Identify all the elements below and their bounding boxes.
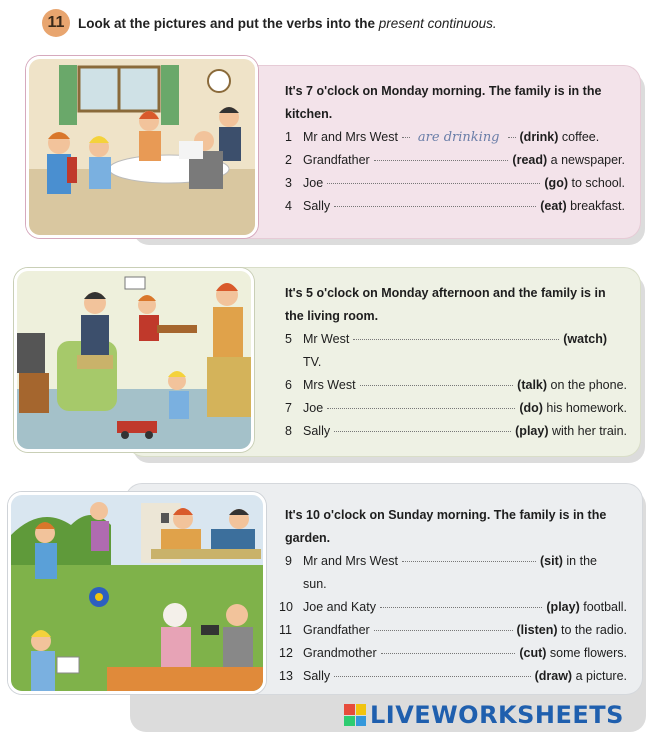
- answer-dots-right: [508, 137, 516, 138]
- item-5-continuation: TV.: [303, 355, 322, 369]
- item-subject: Sally: [303, 424, 331, 438]
- item-rest: coffee.: [561, 130, 600, 144]
- item-rest: his homework.: [546, 401, 627, 415]
- answer-field[interactable]: are drinking: [417, 130, 500, 145]
- item-number: 2: [285, 153, 292, 167]
- garden-picture: [8, 492, 266, 694]
- item-rest: breakfast.: [570, 199, 625, 213]
- item-verb: (play): [515, 424, 549, 438]
- answer-field[interactable]: [402, 561, 536, 562]
- item-verb: (listen): [516, 623, 558, 637]
- item-6: [285, 374, 627, 397]
- item-9: [285, 550, 627, 573]
- section-3-text: [279, 504, 627, 688]
- item-subject: Mr West: [303, 332, 350, 346]
- answer-field[interactable]: [334, 206, 536, 207]
- item-number: 1: [285, 130, 292, 144]
- item-subject: Grandfather: [303, 623, 370, 637]
- item-subject: Mr and Mrs West: [303, 554, 398, 568]
- section-1-scene: It's 7 o'clock on Monday morning. The family is in the kitchen.: [285, 84, 602, 121]
- answer-field[interactable]: [374, 160, 509, 161]
- exercise-number-badge: 11: [42, 9, 70, 37]
- liveworksheets-logo-text: LIVEWORKSHEETS: [370, 701, 624, 729]
- answer-field[interactable]: [334, 676, 531, 677]
- item-3: [285, 172, 625, 195]
- item-12: [279, 642, 627, 665]
- item-verb: (go): [544, 176, 568, 190]
- item-rest: a picture.: [575, 669, 627, 683]
- kitchen-picture: [26, 56, 258, 238]
- item-10: [279, 596, 627, 619]
- exercise-header: [42, 9, 497, 37]
- item-number: 5: [285, 332, 292, 346]
- instruction-italic: present continuous.: [378, 15, 497, 31]
- item-1: [285, 126, 625, 149]
- item-verb: (eat): [540, 199, 567, 213]
- answer-field[interactable]: [353, 339, 559, 340]
- item-number: 4: [285, 199, 292, 213]
- item-2: [285, 149, 625, 172]
- item-verb: (draw): [534, 669, 573, 683]
- answer-field[interactable]: [374, 630, 513, 631]
- item-subject: Joe: [303, 401, 324, 415]
- living-room-picture: [14, 268, 254, 452]
- item-verb: (read): [512, 153, 548, 167]
- item-11: [279, 619, 627, 642]
- answer-field[interactable]: [327, 183, 540, 184]
- item-5: [285, 328, 627, 351]
- item-number: 3: [285, 176, 292, 190]
- item-subject: Joe: [303, 176, 324, 190]
- item-number: 10: [279, 600, 293, 614]
- item-rest: some flowers.: [549, 646, 627, 660]
- item-rest: to the radio.: [560, 623, 627, 637]
- item-number: 11: [279, 623, 292, 637]
- item-number: 6: [285, 378, 292, 392]
- item-rest: football.: [583, 600, 627, 614]
- item-8: [285, 420, 627, 443]
- item-number: 12: [279, 646, 293, 660]
- item-4: [285, 195, 625, 218]
- item-number: 8: [285, 424, 292, 438]
- answer-field[interactable]: [334, 431, 511, 432]
- answer-field[interactable]: [380, 607, 542, 608]
- item-subject: Joe and Katy: [303, 600, 376, 614]
- item-number: 9: [285, 554, 292, 568]
- answer-field[interactable]: [327, 408, 515, 409]
- item-subject: Sally: [303, 669, 331, 683]
- section-2-text: [285, 282, 627, 443]
- answer-field[interactable]: [381, 653, 516, 654]
- item-verb: (drink): [519, 130, 559, 144]
- item-number: 7: [285, 401, 292, 415]
- item-verb: (do): [519, 401, 543, 415]
- answer-field[interactable]: [360, 385, 514, 386]
- item-9-continuation: sun.: [303, 577, 327, 591]
- answer-dots-left: [402, 137, 410, 138]
- item-rest: in the: [566, 554, 597, 568]
- item-number: 13: [279, 669, 293, 683]
- item-rest: to school.: [571, 176, 625, 190]
- item-13: [279, 665, 627, 688]
- item-rest: on the phone.: [550, 378, 627, 392]
- item-verb: (cut): [519, 646, 547, 660]
- section-1-text: [285, 80, 625, 218]
- item-verb: (play): [546, 600, 580, 614]
- item-verb: (talk): [517, 378, 548, 392]
- instruction-text: Look at the pictures and put the verbs into the: [78, 15, 376, 31]
- item-rest: with her train.: [551, 424, 627, 438]
- liveworksheets-logo-icon: [344, 704, 366, 726]
- item-subject: Grandmother: [303, 646, 377, 660]
- item-subject: Mr and Mrs West: [303, 130, 398, 144]
- item-verb: (watch): [563, 332, 607, 346]
- section-3-scene: It's 10 o'clock on Sunday morning. The family is in the garden.: [285, 508, 607, 545]
- item-rest: a newspaper.: [550, 153, 625, 167]
- item-subject: Sally: [303, 199, 331, 213]
- section-2-scene: It's 5 o'clock on Monday afternoon and the family is in the living room.: [285, 286, 606, 323]
- item-subject: Mrs West: [303, 378, 356, 392]
- item-subject: Grandfather: [303, 153, 370, 167]
- item-verb: (sit): [540, 554, 563, 568]
- item-7: [285, 397, 627, 420]
- exercise-instruction: [78, 16, 497, 31]
- liveworksheets-logo: [344, 701, 624, 729]
